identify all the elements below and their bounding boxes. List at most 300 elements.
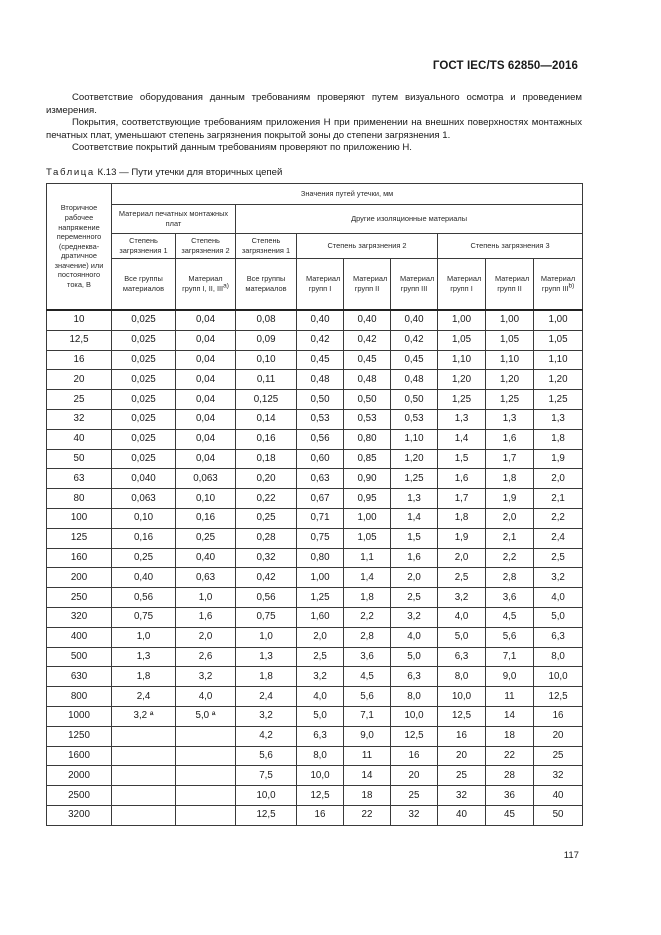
value-cell: 14 <box>486 706 534 726</box>
table-row <box>47 667 583 687</box>
value-cell: 0,80 <box>344 429 391 449</box>
pcb-pd1-header: Степень загрязнения 1 <box>112 234 176 259</box>
pd3-group-3 <box>534 259 583 311</box>
value-cell: 1,3 <box>486 409 534 429</box>
table-row <box>47 390 583 410</box>
paragraph-2: Покрытия, соответствующие требованиям приложения Н при применении на внешних поверхностях монтажных печатных плат, уменьшают степень загрязнения покрытой зоны до степени загрязнения 1. <box>46 117 582 141</box>
value-cell: 1,3 <box>236 647 297 667</box>
value-cell: 0,04 <box>176 310 236 330</box>
value-cell: 1,25 <box>391 469 438 489</box>
value-cell: 8,0 <box>438 667 486 687</box>
value-cell: 0,45 <box>297 350 344 370</box>
value-cell: 1,7 <box>486 449 534 469</box>
value-cell: 1,3 <box>534 409 583 429</box>
value-cell: 18 <box>486 726 534 746</box>
value-cell: 1,0 <box>236 627 297 647</box>
value-cell: 7,5 <box>236 766 297 786</box>
value-cell: 2,5 <box>391 588 438 608</box>
value-cell: 0,025 <box>112 449 176 469</box>
value-cell: 4,0 <box>438 607 486 627</box>
value-cell: 1,6 <box>176 607 236 627</box>
value-cell: 3,6 <box>344 647 391 667</box>
value-cell: 3,2 <box>176 667 236 687</box>
value-cell: 25 <box>534 746 583 766</box>
voltage-cell: 200 <box>47 568 112 588</box>
value-cell: 2,5 <box>438 568 486 588</box>
value-cell: 1,4 <box>391 508 438 528</box>
value-cell: 1,8 <box>112 667 176 687</box>
value-cell: 0,56 <box>297 429 344 449</box>
value-cell: 12,5 <box>438 706 486 726</box>
value-cell: 25 <box>391 786 438 806</box>
value-cell: 4,0 <box>534 588 583 608</box>
value-cell: 2,5 <box>297 647 344 667</box>
value-cell: 3,6 <box>486 588 534 608</box>
value-cell: 22 <box>486 746 534 766</box>
value-cell: 20 <box>438 746 486 766</box>
value-cell: 40 <box>534 786 583 806</box>
value-cell: 1,25 <box>534 390 583 410</box>
value-cell: 12,5 <box>236 805 297 825</box>
voltage-cell: 2000 <box>47 766 112 786</box>
value-cell: 2,1 <box>486 528 534 548</box>
value-cell: 1,10 <box>486 350 534 370</box>
value-cell: 0,67 <box>297 489 344 509</box>
voltage-cell: 125 <box>47 528 112 548</box>
table-row <box>47 508 583 528</box>
value-cell: 4,0 <box>176 687 236 707</box>
value-cell: 0,53 <box>344 409 391 429</box>
voltage-cell: 63 <box>47 469 112 489</box>
value-cell: 0,56 <box>236 588 297 608</box>
value-cell: 10,0 <box>534 667 583 687</box>
pcb-pd2-header: Степень загрязнения 2 <box>176 234 236 259</box>
value-cell: 0,25 <box>236 508 297 528</box>
value-cell: 2,0 <box>391 568 438 588</box>
table-row <box>47 607 583 627</box>
voltage-cell: 400 <box>47 627 112 647</box>
value-cell <box>176 805 236 825</box>
voltage-cell: 25 <box>47 390 112 410</box>
value-cell: 0,32 <box>236 548 297 568</box>
value-cell: 1,05 <box>344 528 391 548</box>
other-pd3-header: Степень загрязнения 3 <box>438 234 583 259</box>
table-row <box>47 449 583 469</box>
table-body <box>47 310 583 825</box>
value-cell: 1,6 <box>486 429 534 449</box>
value-cell: 1,20 <box>438 370 486 390</box>
footnote-b-marker: b) <box>568 282 575 290</box>
value-cell: 5,0 <box>391 647 438 667</box>
value-cell: 50 <box>534 805 583 825</box>
value-cell: 0,80 <box>297 548 344 568</box>
pcb-pd2-groups <box>176 259 236 311</box>
table-row <box>47 429 583 449</box>
pcb-pd2-groups-label: Материал групп I, II, III <box>182 274 224 293</box>
other-pd1-header: Степень загрязнения 1 <box>236 234 297 259</box>
pd3-group-3-label: Материал групп III <box>540 274 576 293</box>
table-row <box>47 627 583 647</box>
value-cell: 0,28 <box>236 528 297 548</box>
value-cell: 16 <box>297 805 344 825</box>
value-cell: 18 <box>344 786 391 806</box>
value-cell: 0,063 <box>112 489 176 509</box>
value-cell: 6,3 <box>391 667 438 687</box>
value-cell: 1,3 <box>391 489 438 509</box>
value-cell: 0,14 <box>236 409 297 429</box>
value-cell: 1,05 <box>486 330 534 350</box>
value-cell: 0,40 <box>297 310 344 330</box>
value-cell: 1,00 <box>486 310 534 330</box>
value-cell: 0,22 <box>236 489 297 509</box>
table-row <box>47 786 583 806</box>
value-cell: 12,5 <box>534 687 583 707</box>
value-cell: 5,6 <box>344 687 391 707</box>
table-row <box>47 489 583 509</box>
value-cell: 0,09 <box>236 330 297 350</box>
value-cell: 0,75 <box>112 607 176 627</box>
value-cell: 7,1 <box>486 647 534 667</box>
table-row <box>47 706 583 726</box>
value-cell: 1,00 <box>297 568 344 588</box>
value-cell: 1,10 <box>534 350 583 370</box>
value-cell: 1,3 <box>438 409 486 429</box>
value-cell: 1,00 <box>534 310 583 330</box>
value-cell: 1,8 <box>236 667 297 687</box>
value-cell: 0,48 <box>391 370 438 390</box>
value-cell: 1,10 <box>391 429 438 449</box>
value-cell: 0,025 <box>112 390 176 410</box>
value-cell: 0,53 <box>391 409 438 429</box>
value-cell: 2,2 <box>534 508 583 528</box>
value-cell: 2,8 <box>486 568 534 588</box>
value-cell: 6,3 <box>534 627 583 647</box>
value-cell: 28 <box>486 766 534 786</box>
value-cell: 0,95 <box>344 489 391 509</box>
value-cell: 0,90 <box>344 469 391 489</box>
value-cell: 10,0 <box>391 706 438 726</box>
value-cell: 45 <box>486 805 534 825</box>
voltage-cell: 40 <box>47 429 112 449</box>
value-cell: 1,10 <box>438 350 486 370</box>
value-cell: 1,25 <box>297 588 344 608</box>
value-cell <box>176 726 236 746</box>
voltage-cell: 2500 <box>47 786 112 806</box>
value-cell: 0,42 <box>391 330 438 350</box>
value-cell: 2,0 <box>438 548 486 568</box>
pcb-header: Материал печатных монтажных плат <box>112 205 236 234</box>
value-cell: 0,50 <box>297 390 344 410</box>
value-cell: 1,05 <box>534 330 583 350</box>
value-cell: 1,5 <box>438 449 486 469</box>
value-cell: 1,0 <box>176 588 236 608</box>
value-cell: 0,04 <box>176 409 236 429</box>
value-cell: 0,063 <box>176 469 236 489</box>
value-cell: 1,00 <box>344 508 391 528</box>
voltage-cell: 16 <box>47 350 112 370</box>
value-cell: 0,08 <box>236 310 297 330</box>
pd3-group-2: Материал групп II <box>486 259 534 311</box>
other-materials-header: Другие изоляционные материалы <box>236 205 583 234</box>
value-cell: 36 <box>486 786 534 806</box>
table-row <box>47 647 583 667</box>
value-cell: 22 <box>344 805 391 825</box>
value-cell: 2,0 <box>297 627 344 647</box>
body-text <box>46 92 582 155</box>
value-cell: 0,60 <box>297 449 344 469</box>
value-cell: 32 <box>534 766 583 786</box>
value-cell: 3,2 ª <box>112 706 176 726</box>
value-cell: 0,85 <box>344 449 391 469</box>
value-cell: 1,00 <box>438 310 486 330</box>
value-cell: 1,8 <box>486 469 534 489</box>
value-cell: 2,5 <box>534 548 583 568</box>
voltage-cell: 80 <box>47 489 112 509</box>
value-cell: 1,9 <box>486 489 534 509</box>
value-cell: 0,025 <box>112 409 176 429</box>
value-cell: 0,025 <box>112 370 176 390</box>
voltage-cell: 32 <box>47 409 112 429</box>
voltage-cell: 50 <box>47 449 112 469</box>
value-cell <box>112 746 176 766</box>
value-cell: 0,04 <box>176 429 236 449</box>
value-cell: 5,0 <box>534 607 583 627</box>
values-header: Значения путей утечки, мм <box>112 184 583 205</box>
value-cell: 1,7 <box>438 489 486 509</box>
table-row <box>47 310 583 330</box>
pd2-group-3: Материал групп III <box>391 259 438 311</box>
voltage-cell: 320 <box>47 607 112 627</box>
page-number: 117 <box>563 850 579 861</box>
value-cell: 2,0 <box>176 627 236 647</box>
voltage-cell: 160 <box>47 548 112 568</box>
voltage-cell: 500 <box>47 647 112 667</box>
value-cell: 25 <box>438 766 486 786</box>
other-pd2-header: Степень загрязнения 2 <box>297 234 438 259</box>
value-cell: 40 <box>438 805 486 825</box>
value-cell: 0,10 <box>112 508 176 528</box>
voltage-cell: 10 <box>47 310 112 330</box>
value-cell: 2,0 <box>486 508 534 528</box>
value-cell: 1,8 <box>438 508 486 528</box>
value-cell: 3,2 <box>297 667 344 687</box>
table-row <box>47 726 583 746</box>
value-cell <box>112 805 176 825</box>
value-cell: 0,025 <box>112 330 176 350</box>
table-row <box>47 568 583 588</box>
value-cell: 2,2 <box>344 607 391 627</box>
value-cell: 0,42 <box>344 330 391 350</box>
value-cell: 2,1 <box>534 489 583 509</box>
value-cell: 1,8 <box>534 429 583 449</box>
value-cell: 0,40 <box>391 310 438 330</box>
value-cell: 0,71 <box>297 508 344 528</box>
value-cell <box>176 746 236 766</box>
voltage-cell: 12,5 <box>47 330 112 350</box>
value-cell: 0,75 <box>297 528 344 548</box>
value-cell: 5,0 <box>297 706 344 726</box>
value-cell: 1,3 <box>112 647 176 667</box>
value-cell: 1,05 <box>438 330 486 350</box>
voltage-cell: 20 <box>47 370 112 390</box>
value-cell: 11 <box>486 687 534 707</box>
value-cell: 0,63 <box>297 469 344 489</box>
value-cell: 32 <box>391 805 438 825</box>
value-cell: 16 <box>438 726 486 746</box>
footnote-a-marker: a) <box>223 282 229 290</box>
value-cell: 2,8 <box>344 627 391 647</box>
value-cell: 0,025 <box>112 310 176 330</box>
value-cell: 2,4 <box>236 687 297 707</box>
value-cell: 11 <box>344 746 391 766</box>
value-cell: 2,6 <box>176 647 236 667</box>
value-cell: 0,04 <box>176 449 236 469</box>
value-cell: 20 <box>534 726 583 746</box>
value-cell: 0,10 <box>176 489 236 509</box>
table-row <box>47 350 583 370</box>
voltage-cell: 630 <box>47 667 112 687</box>
table-caption-text: К.13 — Пути утечки для вторичных цепей <box>97 167 283 178</box>
value-cell: 8,0 <box>297 746 344 766</box>
value-cell: 0,56 <box>112 588 176 608</box>
value-cell <box>112 726 176 746</box>
value-cell: 1,1 <box>344 548 391 568</box>
pd3-group-1: Материал групп I <box>438 259 486 311</box>
table-row <box>47 528 583 548</box>
value-cell: 0,04 <box>176 370 236 390</box>
value-cell: 0,48 <box>297 370 344 390</box>
value-cell: 0,16 <box>176 508 236 528</box>
value-cell: 0,45 <box>344 350 391 370</box>
value-cell: 0,63 <box>176 568 236 588</box>
value-cell: 0,16 <box>236 429 297 449</box>
value-cell: 0,25 <box>176 528 236 548</box>
table-row <box>47 469 583 489</box>
other-pd1-groups: Все группы материалов <box>236 259 297 311</box>
value-cell: 2,4 <box>534 528 583 548</box>
value-cell: 4,0 <box>297 687 344 707</box>
table-row <box>47 766 583 786</box>
table-row <box>47 409 583 429</box>
value-cell: 1,25 <box>486 390 534 410</box>
voltage-cell: 250 <box>47 588 112 608</box>
value-cell: 0,40 <box>112 568 176 588</box>
value-cell: 2,2 <box>486 548 534 568</box>
value-cell: 0,53 <box>297 409 344 429</box>
value-cell: 0,25 <box>112 548 176 568</box>
value-cell <box>112 786 176 806</box>
value-cell: 3,2 <box>438 588 486 608</box>
value-cell: 10,0 <box>297 766 344 786</box>
pd2-group-1: Материал групп I <box>297 259 344 311</box>
creepage-table <box>46 183 583 826</box>
value-cell: 0,42 <box>236 568 297 588</box>
value-cell: 0,50 <box>391 390 438 410</box>
table-row <box>47 330 583 350</box>
value-cell: 0,45 <box>391 350 438 370</box>
value-cell: 0,040 <box>112 469 176 489</box>
voltage-cell: 100 <box>47 508 112 528</box>
value-cell: 6,3 <box>297 726 344 746</box>
value-cell: 1,6 <box>391 548 438 568</box>
value-cell: 0,40 <box>344 310 391 330</box>
value-cell: 1,5 <box>391 528 438 548</box>
value-cell: 7,1 <box>344 706 391 726</box>
value-cell: 1,9 <box>534 449 583 469</box>
value-cell: 1,0 <box>112 627 176 647</box>
value-cell: 16 <box>391 746 438 766</box>
value-cell: 32 <box>438 786 486 806</box>
value-cell: 4,5 <box>344 667 391 687</box>
value-cell: 0,42 <box>297 330 344 350</box>
value-cell: 2,0 <box>534 469 583 489</box>
value-cell: 9,0 <box>486 667 534 687</box>
value-cell: 5,6 <box>236 746 297 766</box>
value-cell: 1,4 <box>344 568 391 588</box>
value-cell: 0,11 <box>236 370 297 390</box>
value-cell: 0,10 <box>236 350 297 370</box>
voltage-cell: 1250 <box>47 726 112 746</box>
value-cell: 1,9 <box>438 528 486 548</box>
voltage-header: Вторичное рабочее напряжение переменного (среднеква-дратичное значение) или постоянного тока, В <box>47 184 112 311</box>
pd2-group-2: Материал групп II <box>344 259 391 311</box>
table-row <box>47 588 583 608</box>
value-cell <box>112 766 176 786</box>
value-cell: 0,025 <box>112 350 176 370</box>
voltage-cell: 3200 <box>47 805 112 825</box>
value-cell: 1,4 <box>438 429 486 449</box>
paragraph-3: Соответствие покрытий данным требованиям проверяют по приложению Н. <box>72 142 412 154</box>
value-cell <box>176 786 236 806</box>
value-cell: 1,6 <box>438 469 486 489</box>
value-cell: 8,0 <box>391 687 438 707</box>
value-cell: 1,20 <box>534 370 583 390</box>
value-cell: 16 <box>534 706 583 726</box>
value-cell: 4,0 <box>391 627 438 647</box>
value-cell: 0,04 <box>176 350 236 370</box>
table-row <box>47 805 583 825</box>
value-cell: 4,5 <box>486 607 534 627</box>
table-row <box>47 370 583 390</box>
value-cell <box>176 766 236 786</box>
value-cell: 1,60 <box>297 607 344 627</box>
value-cell: 1,20 <box>391 449 438 469</box>
value-cell: 0,18 <box>236 449 297 469</box>
value-cell: 4,2 <box>236 726 297 746</box>
value-cell: 0,50 <box>344 390 391 410</box>
value-cell: 0,20 <box>236 469 297 489</box>
value-cell: 0,025 <box>112 429 176 449</box>
value-cell: 5,0 <box>438 627 486 647</box>
value-cell: 3,2 <box>534 568 583 588</box>
value-cell: 3,2 <box>236 706 297 726</box>
value-cell: 12,5 <box>391 726 438 746</box>
value-cell: 0,48 <box>344 370 391 390</box>
value-cell: 1,20 <box>486 370 534 390</box>
document-id: ГОСТ IEC/TS 62850—2016 <box>432 60 578 72</box>
value-cell: 8,0 <box>534 647 583 667</box>
table-row <box>47 687 583 707</box>
value-cell: 1,25 <box>438 390 486 410</box>
value-cell: 20 <box>391 766 438 786</box>
value-cell: 2,4 <box>112 687 176 707</box>
value-cell: 0,75 <box>236 607 297 627</box>
table-caption <box>46 167 282 178</box>
value-cell: 9,0 <box>344 726 391 746</box>
value-cell: 0,40 <box>176 548 236 568</box>
voltage-cell: 800 <box>47 687 112 707</box>
value-cell: 3,2 <box>391 607 438 627</box>
